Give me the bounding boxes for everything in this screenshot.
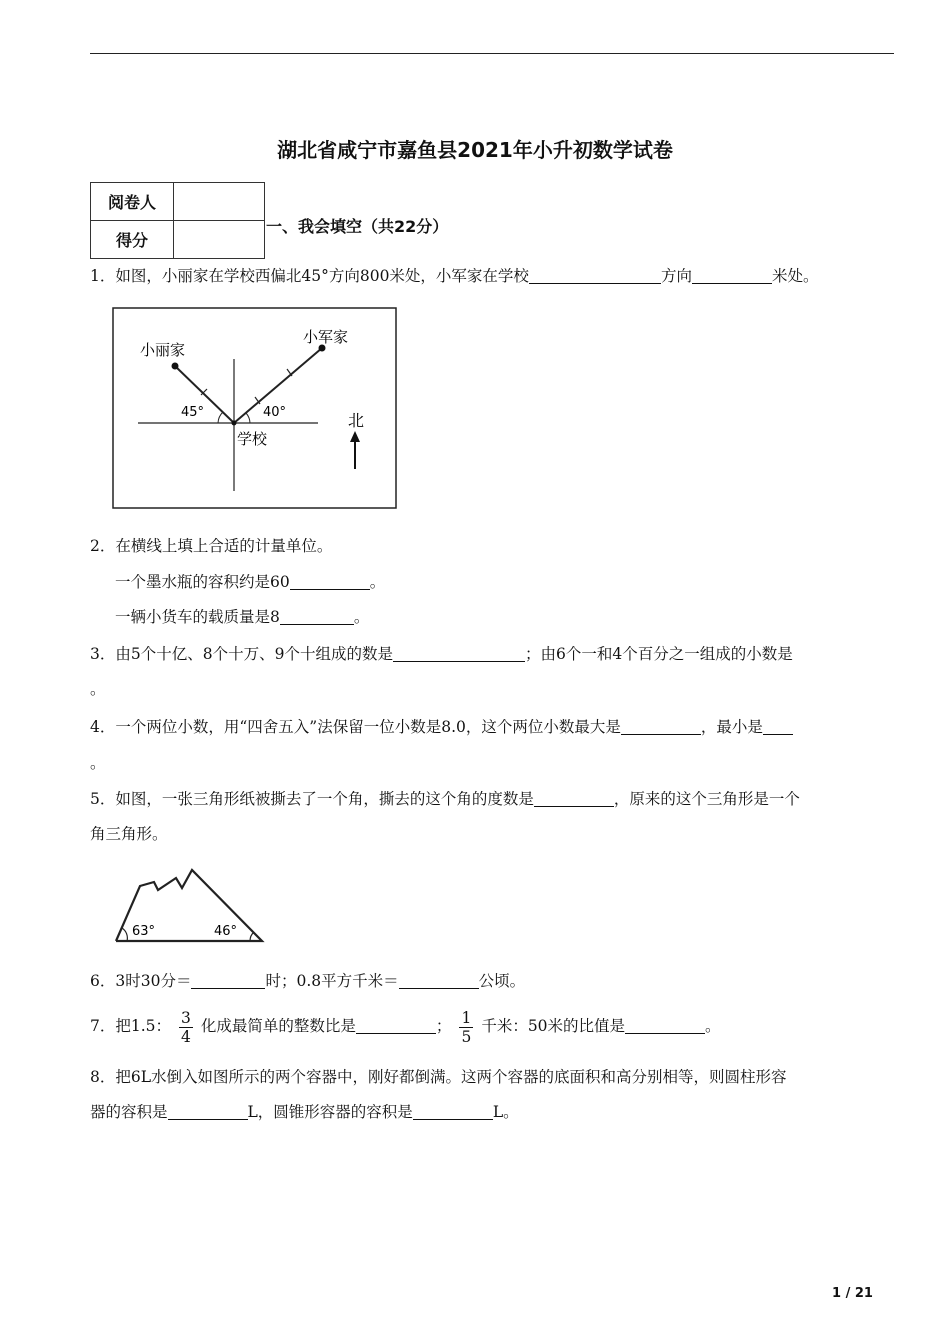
label-school: 学校 [237, 430, 268, 448]
score-label: 得分 [91, 221, 174, 259]
page-number: 1 / 21 [832, 1286, 873, 1301]
answer-blank[interactable] [413, 1102, 493, 1120]
question-text: ，原来的这个三角形是一个 [613, 790, 800, 808]
question-text: 方向 [660, 267, 692, 285]
angle-arc-right [250, 932, 254, 941]
question-text: 米处。 [771, 267, 819, 285]
question-number: 1． [90, 267, 116, 285]
angle-label-right: 46° [214, 924, 238, 939]
question-number: 4． [90, 718, 116, 736]
fraction-denominator: 5 [461, 1027, 472, 1046]
grader-table [90, 182, 265, 259]
reviewer-label: 阅卷人 [91, 183, 174, 221]
angle-label-left: 45° [181, 405, 205, 420]
fraction-numerator: 3 [181, 1008, 191, 1027]
angle-arc-left [218, 412, 223, 423]
question-6 [90, 970, 525, 992]
score-cell[interactable] [174, 221, 265, 259]
question-text: 公顷。 [478, 972, 526, 990]
question-text: 。 [369, 573, 386, 591]
question-5 [90, 788, 800, 810]
question-text: 时；0.8平方千米＝ [265, 972, 399, 990]
question-text: ； [435, 1017, 452, 1035]
question-text: 把6L水倒入如图所示的两个容器中，刚好都倒满。这两个容器的底面积和高分别相等，则圆柱形容 [115, 1068, 787, 1086]
label-xiaojun-home: 小军家 [303, 328, 349, 346]
question-number: 3． [90, 645, 116, 663]
question-text: 器的容积是 [90, 1103, 168, 1121]
answer-blank[interactable] [534, 789, 614, 807]
question-1 [90, 265, 818, 287]
answer-blank[interactable] [168, 1102, 248, 1120]
question-text: 一个两位小数，用“四舍五入”法保留一位小数是8.0，这个两位小数最大是 [115, 718, 621, 736]
fraction-one-fifth [459, 1009, 473, 1046]
answer-blank[interactable] [356, 1016, 436, 1034]
question-text: 如图，小丽家在学校西偏北45°方向800米处，小军家在学校 [115, 267, 529, 285]
answer-blank[interactable] [625, 1016, 705, 1034]
label-xiaoli-home: 小丽家 [140, 341, 186, 359]
school-point [232, 421, 237, 426]
question-2 [90, 535, 332, 557]
question-4-continuation: 。 [90, 754, 106, 772]
question-text: 由5个十亿、8个十万、9个十组成的数是 [115, 645, 393, 663]
page-title: 湖北省咸宁市嘉鱼县2021年小升初数学试卷 [277, 138, 673, 162]
question-5-continuation: 角三角形。 [90, 825, 168, 843]
question-text: 化成最简单的整数比是 [200, 1017, 356, 1035]
question-7 [90, 1004, 721, 1048]
fraction-numerator: 1 [461, 1008, 472, 1027]
answer-blank[interactable] [393, 644, 525, 662]
question-8-continuation [90, 1101, 519, 1123]
question-text: L。 [492, 1103, 519, 1121]
angle-label-left: 63° [132, 924, 156, 939]
label-north: 北 [348, 411, 365, 430]
question-text: 一辆小货车的载质量是8 [115, 608, 280, 626]
answer-blank[interactable] [191, 971, 265, 989]
header-rule [90, 53, 894, 54]
fraction-denominator: 4 [181, 1027, 191, 1046]
question-number: 8． [90, 1068, 116, 1086]
answer-blank[interactable] [529, 266, 661, 284]
question-text: 一个墨水瓶的容积约是60 [115, 573, 290, 591]
question-text: 千米：50米的比值是 [481, 1017, 626, 1035]
question-text: 3时30分＝ [115, 972, 192, 990]
angle-arc-left [122, 928, 127, 941]
question-3 [90, 643, 793, 665]
angle-arc-right [246, 413, 250, 423]
question-number: 7． [90, 1017, 116, 1035]
question-2-line-2 [115, 606, 369, 628]
question-text: 如图，一张三角形纸被撕去了一个角，撕去的这个角的度数是 [115, 790, 534, 808]
question-text: 。 [705, 1017, 721, 1035]
north-arrow-head [350, 431, 360, 442]
angle-label-right: 40° [263, 405, 287, 420]
question-3-continuation: 。 [90, 680, 106, 698]
answer-blank[interactable] [763, 717, 793, 735]
question-text: 把1.5： [115, 1017, 172, 1035]
fraction-three-quarters [179, 1009, 193, 1046]
question-2-line-1 [115, 571, 385, 593]
answer-blank[interactable] [399, 971, 479, 989]
question-text: 在横线上填上合适的计量单位。 [115, 537, 333, 555]
answer-blank[interactable] [290, 572, 370, 590]
question-text: 。 [353, 608, 370, 626]
question-text: L，圆锥形容器的容积是 [247, 1103, 413, 1121]
torn-triangle-figure [110, 866, 270, 948]
question-text: ，最小是 [700, 718, 763, 736]
answer-blank[interactable] [621, 717, 701, 735]
question-number: 5． [90, 790, 116, 808]
answer-blank[interactable] [280, 607, 354, 625]
question-number: 6． [90, 972, 116, 990]
reviewer-cell[interactable] [174, 183, 265, 221]
question-number: 2． [90, 537, 116, 555]
question-text: ；由6个一和4个百分之一组成的小数是 [524, 645, 793, 663]
section-heading: 一、我会填空（共22分） [266, 217, 449, 236]
question-4 [90, 716, 793, 738]
answer-blank[interactable] [692, 266, 772, 284]
xiaoli-home-point [172, 363, 179, 370]
question-8 [90, 1066, 787, 1088]
direction-figure [112, 307, 397, 509]
figure-border [113, 308, 396, 508]
